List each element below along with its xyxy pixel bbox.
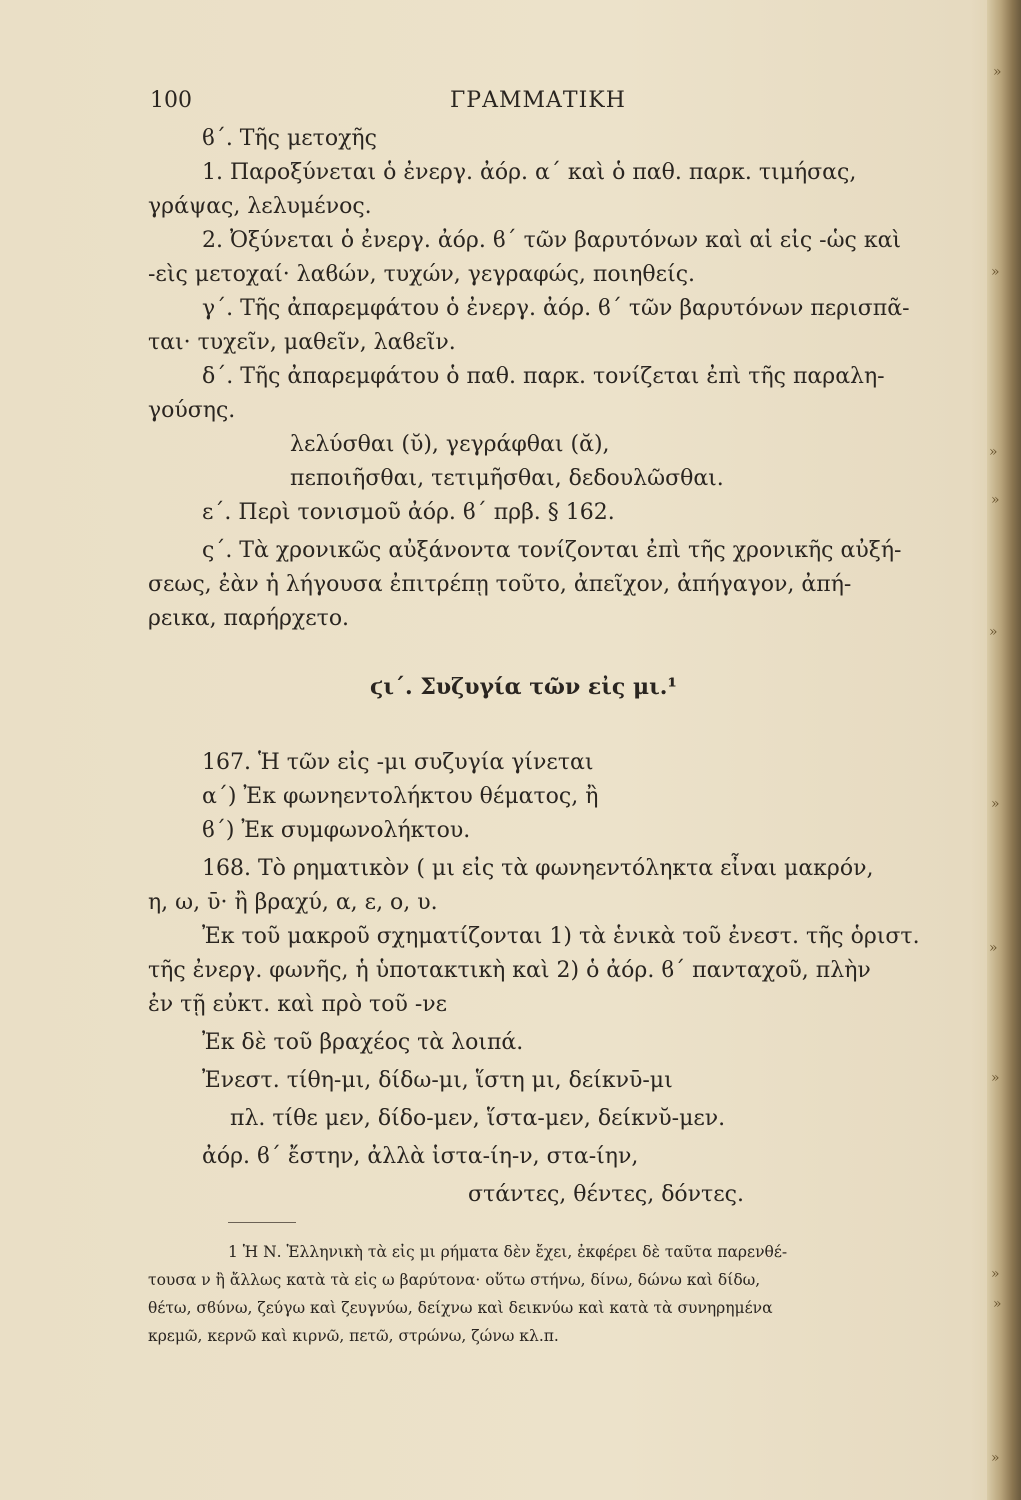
text-line: γ΄. Τῆς ἀπαρεμφάτου ὁ ἐνεργ. ἀόρ. ϐ΄ τῶν βαρυτόνων περισπᾶ- (202, 296, 910, 321)
text-line: γράψας, λελυμένος. (148, 194, 372, 219)
margin-mark: » (991, 796, 1000, 812)
section-heading: ϛι΄. Συζυγία τῶν εἰς μι.¹ (370, 674, 678, 700)
text-line: ρεικα, παρήρχετο. (148, 606, 350, 631)
text-line: λελύσθαι (ῠ), γεγράφθαι (ᾰ), (290, 432, 610, 457)
text-line: -εὶς μετοχαί· λαϐών, τυχών, γεγραφώς, ποιηθείς. (148, 262, 696, 287)
margin-mark: » (989, 624, 998, 640)
margin-mark: » (991, 1070, 1000, 1086)
text-line: ε΄. Περὶ τονισμοῦ ἀόρ. ϐ΄ πρβ. § 162. (202, 500, 615, 525)
margin-mark: » (989, 444, 998, 460)
text-line: ται· τυχεῖν, μαθεῖν, λαϐεῖν. (148, 330, 456, 355)
text-line: δ΄. Τῆς ἀπαρεμφάτου ὁ παθ. παρκ. τονίζεται ἐπὶ τῆς παραλη- (202, 364, 885, 389)
text-line: Ἐκ τοῦ μακροῦ σχηματίζονται 1) τὰ ἑνικὰ τοῦ ἐνεστ. τῆς ὁριστ. (202, 924, 920, 949)
text-line: γούσης. (148, 398, 236, 423)
text-line: Ἐνεστ. τίθη-μι, δίδω-μι, ἵστη μι, δείκνῡ-μι (202, 1068, 673, 1093)
footnote-line: κρεμῶ, κερνῶ καὶ κιρνῶ, πετῶ, στρώνω, ζώνω κλ.π. (148, 1327, 559, 1345)
text-line: τῆς ἐνεργ. φωνῆς, ἡ ὑποτακτικὴ καὶ 2) ὁ ἀόρ. ϐ΄ πανταχοῦ, πλὴν (148, 958, 871, 983)
footnote-line: τουσα ν ἢ ἄλλως κατὰ τὰ εἰς ω βαρύτονα· οὕτω στήνω, δίνω, δώνω καὶ δίδω, (148, 1271, 761, 1289)
page-number: 100 (150, 88, 192, 113)
page-header (150, 88, 950, 120)
text-line: 167. Ἡ τῶν εἰς -μι συζυγία γίνεται (202, 750, 594, 775)
text-line: 1. Παροξύνεται ὁ ἐνεργ. ἀόρ. α΄ καὶ ὁ παθ. παρκ. τιμήσας, (202, 160, 857, 185)
text-line: ἐν τῇ εὐκτ. καὶ πρὸ τοῦ -νε (148, 992, 448, 1017)
page-edge (987, 0, 1021, 1500)
margin-mark: » (991, 264, 1000, 280)
text-line: πεποιῆσθαι, τετιμῆσθαι, δεδουλῶσθαι. (290, 466, 724, 491)
text-line: η, ω, ῡ· ἢ βραχύ, α, ε, ο, υ. (148, 890, 438, 915)
text-line: 2. Ὀξύνεται ὁ ἐνεργ. ἀόρ. ϐ΄ τῶν βαρυτόνων καὶ αἱ εἰς -ὡς καὶ (202, 228, 902, 253)
text-line: ϐ΄. Τῆς μετοχῆς (202, 126, 377, 151)
footnote-line: θέτω, σϐύνω, ζεύγω καὶ ζευγνύω, δείχνω καὶ δεικνύω καὶ κατὰ τὰ συνηρημένα (148, 1299, 773, 1317)
footnote-rule (228, 1222, 296, 1223)
text-line: πλ. τίθε μεν, δίδο-μεν, ἵστα-μεν, δείκνῠ-μεν. (230, 1106, 726, 1131)
text-line: ϐ΄) Ἐκ συμφωνολήκτου. (202, 818, 471, 843)
margin-mark: » (991, 1266, 1000, 1282)
text-line: στάντες, θέντες, δόντες. (468, 1182, 744, 1207)
margin-mark: » (993, 64, 1002, 80)
text-line: α΄) Ἐκ φωνηεντολήκτου θέματος, ἢ (202, 784, 599, 809)
text-line: ἀόρ. ϐ΄ ἔστην, ἀλλὰ ἱστα-ίη-ν, στα-ίην, (202, 1144, 639, 1169)
text-line: 168. Τὸ ρηματικὸν ( μι εἰς τὰ φωνηεντόληκτα εἶναι μακρόν, (202, 856, 874, 881)
text-line: σεως, ἐὰν ἡ λήγουσα ἐπιτρέπῃ τοῦτο, ἀπεῖχον, ἀπήγαγον, ἀπή- (148, 572, 852, 597)
margin-mark: » (993, 1296, 1002, 1312)
text-line: Ἐκ δὲ τοῦ βραχέος τὰ λοιπά. (202, 1030, 524, 1055)
footnote-line: 1 Ἡ Ν. Ἑλληνικὴ τὰ εἰς μι ρήματα δὲν ἔχει, ἐκφέρει δὲ ταῦτα παρενθέ- (228, 1243, 788, 1261)
margin-mark: » (989, 940, 998, 956)
running-title: ΓΡΑΜΜΑΤΙΚΗ (450, 88, 626, 113)
margin-mark: » (991, 492, 1000, 508)
text-line: ς΄. Τὰ χρονικῶς αὐξάνοντα τονίζονται ἐπὶ τῆς χρονικῆς αὐξή- (202, 538, 902, 563)
margin-mark: » (991, 1450, 1000, 1466)
